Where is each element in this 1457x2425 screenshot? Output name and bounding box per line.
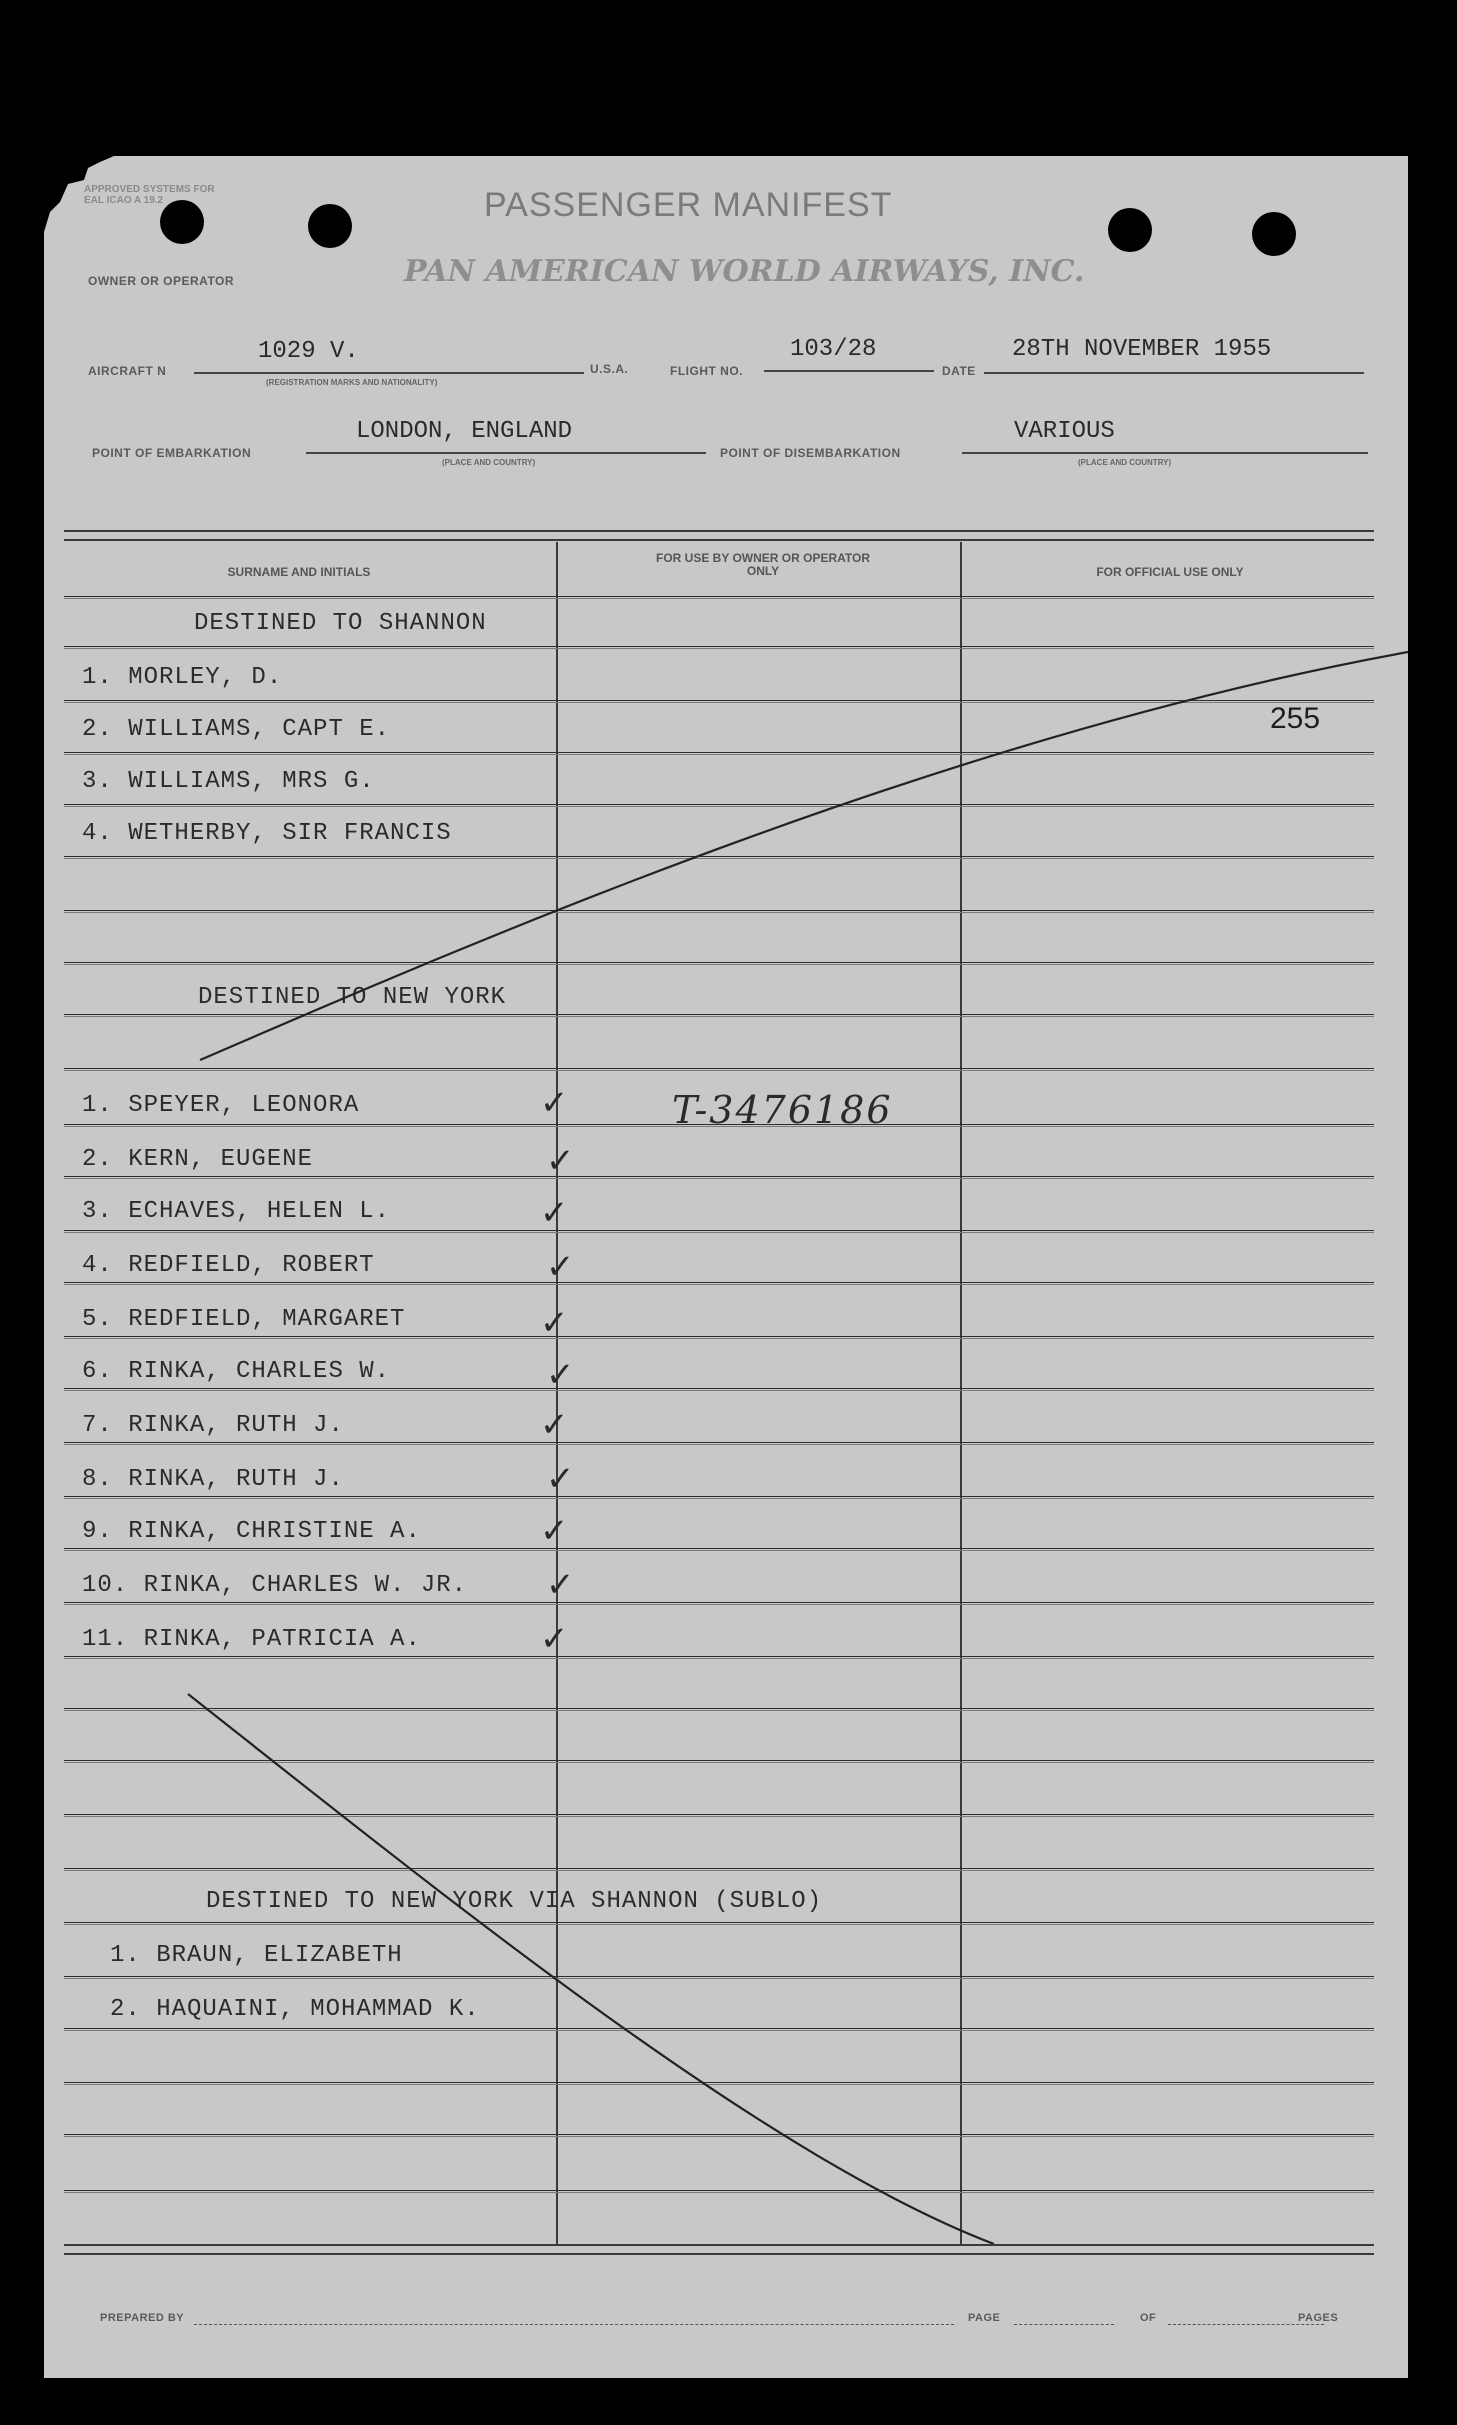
check-mark: ✓ xyxy=(540,1303,569,1343)
aircraft-label: AIRCRAFT N xyxy=(88,364,167,378)
disembark-label: POINT OF DISEMBARKATION xyxy=(720,446,901,460)
check-mark: ✓ xyxy=(540,1511,569,1551)
passenger-name: 1. BRAUN, ELIZABETH xyxy=(110,1942,403,1969)
approval-stamp: APPROVED SYSTEMS FOR EAL ICAO A 19.2 xyxy=(84,184,215,206)
date-value: 28TH NOVEMBER 1955 xyxy=(1012,336,1272,363)
usa-label: U.S.A. xyxy=(590,362,629,376)
owner-label: OWNER OR OPERATOR xyxy=(88,274,235,288)
flight-value: 103/28 xyxy=(790,336,877,363)
pages-label: PAGES xyxy=(1298,2312,1339,2324)
passenger-name: 1. SPEYER, LEONORA xyxy=(82,1092,360,1119)
check-mark: ✓ xyxy=(546,1247,575,1287)
passenger-name: 2. WILLIAMS, CAPT E. xyxy=(82,716,391,743)
manifest-page xyxy=(44,156,1408,2378)
passenger-name: 11. RINKA, PATRICIA A. xyxy=(82,1626,421,1653)
strike-line xyxy=(188,1694,994,2244)
check-mark: ✓ xyxy=(546,1141,575,1181)
passenger-name: 3. WILLIAMS, MRS G. xyxy=(82,768,375,795)
embark-label: POINT OF EMBARKATION xyxy=(92,446,252,460)
check-mark: ✓ xyxy=(540,1405,569,1445)
form-title: PASSENGER MANIFEST xyxy=(484,186,893,224)
operator-column-header: FOR USE BY OWNER OR OPERATOR ONLY xyxy=(655,551,871,578)
surname-column-header: SURNAME AND INITIALS xyxy=(227,565,371,579)
passenger-name: 3. ECHAVES, HELEN L. xyxy=(82,1198,391,1225)
aircraft-value: 1029 V. xyxy=(258,338,359,365)
airline-name: PAN AMERICAN WORLD AIRWAYS, INC. xyxy=(404,254,1085,289)
aircraft-sublabel: (REGISTRATION MARKS AND NATIONALITY) xyxy=(266,378,438,387)
embark-value: LONDON, ENGLAND xyxy=(356,418,573,445)
page-label: PAGE xyxy=(968,2312,1001,2324)
passenger-name: 4. WETHERBY, SIR FRANCIS xyxy=(82,820,452,847)
check-mark: ✓ xyxy=(540,1083,569,1123)
table-bottom-rule xyxy=(64,2244,1374,2255)
official-column-header: FOR OFFICIAL USE ONLY xyxy=(1096,565,1244,579)
check-mark: ✓ xyxy=(546,1355,575,1395)
passenger-name: 9. RINKA, CHRISTINE A. xyxy=(82,1518,421,1545)
passenger-name: 8. RINKA, RUTH J. xyxy=(82,1466,344,1493)
passenger-name: 2. HAQUAINI, MOHAMMAD K. xyxy=(110,1996,480,2023)
disembark-value: VARIOUS xyxy=(1014,418,1115,445)
cancel-strokes xyxy=(44,156,1408,2378)
section-heading: DESTINED TO NEW YORK VIA SHANNON (SUBLO) xyxy=(206,1888,823,1915)
flight-label: FLIGHT NO. xyxy=(670,364,743,378)
passenger-name: 6. RINKA, CHARLES W. xyxy=(82,1358,391,1385)
handwritten-ticket-number: T-3476186 xyxy=(672,1088,893,1132)
check-mark: ✓ xyxy=(540,1619,569,1659)
passenger-name: 7. RINKA, RUTH J. xyxy=(82,1412,344,1439)
section-heading: DESTINED TO NEW YORK xyxy=(198,984,507,1011)
prepared-by-line xyxy=(194,2324,954,2326)
passenger-name: 1. MORLEY, D. xyxy=(82,664,283,691)
official-number: 255 xyxy=(1270,702,1321,735)
check-mark: ✓ xyxy=(540,1193,569,1233)
passenger-name: 10. RINKA, CHARLES W. JR. xyxy=(82,1572,468,1599)
of-label: OF xyxy=(1140,2312,1157,2324)
of-line xyxy=(1168,2324,1324,2326)
disembark-sublabel: (PLACE AND COUNTRY) xyxy=(1078,458,1172,467)
check-mark: ✓ xyxy=(546,1459,575,1499)
prepared-by-label: PREPARED BY xyxy=(100,2312,185,2324)
passenger-name: 4. REDFIELD, ROBERT xyxy=(82,1252,375,1279)
page-line xyxy=(1014,2324,1114,2326)
section-heading: DESTINED TO SHANNON xyxy=(194,610,487,637)
check-mark: ✓ xyxy=(546,1565,575,1605)
passenger-name: 2. KERN, EUGENE xyxy=(82,1146,314,1173)
strike-line xyxy=(200,652,1408,1060)
date-label: DATE xyxy=(942,364,976,378)
passenger-name: 5. REDFIELD, MARGARET xyxy=(82,1306,406,1333)
embark-sublabel: (PLACE AND COUNTRY) xyxy=(442,458,536,467)
